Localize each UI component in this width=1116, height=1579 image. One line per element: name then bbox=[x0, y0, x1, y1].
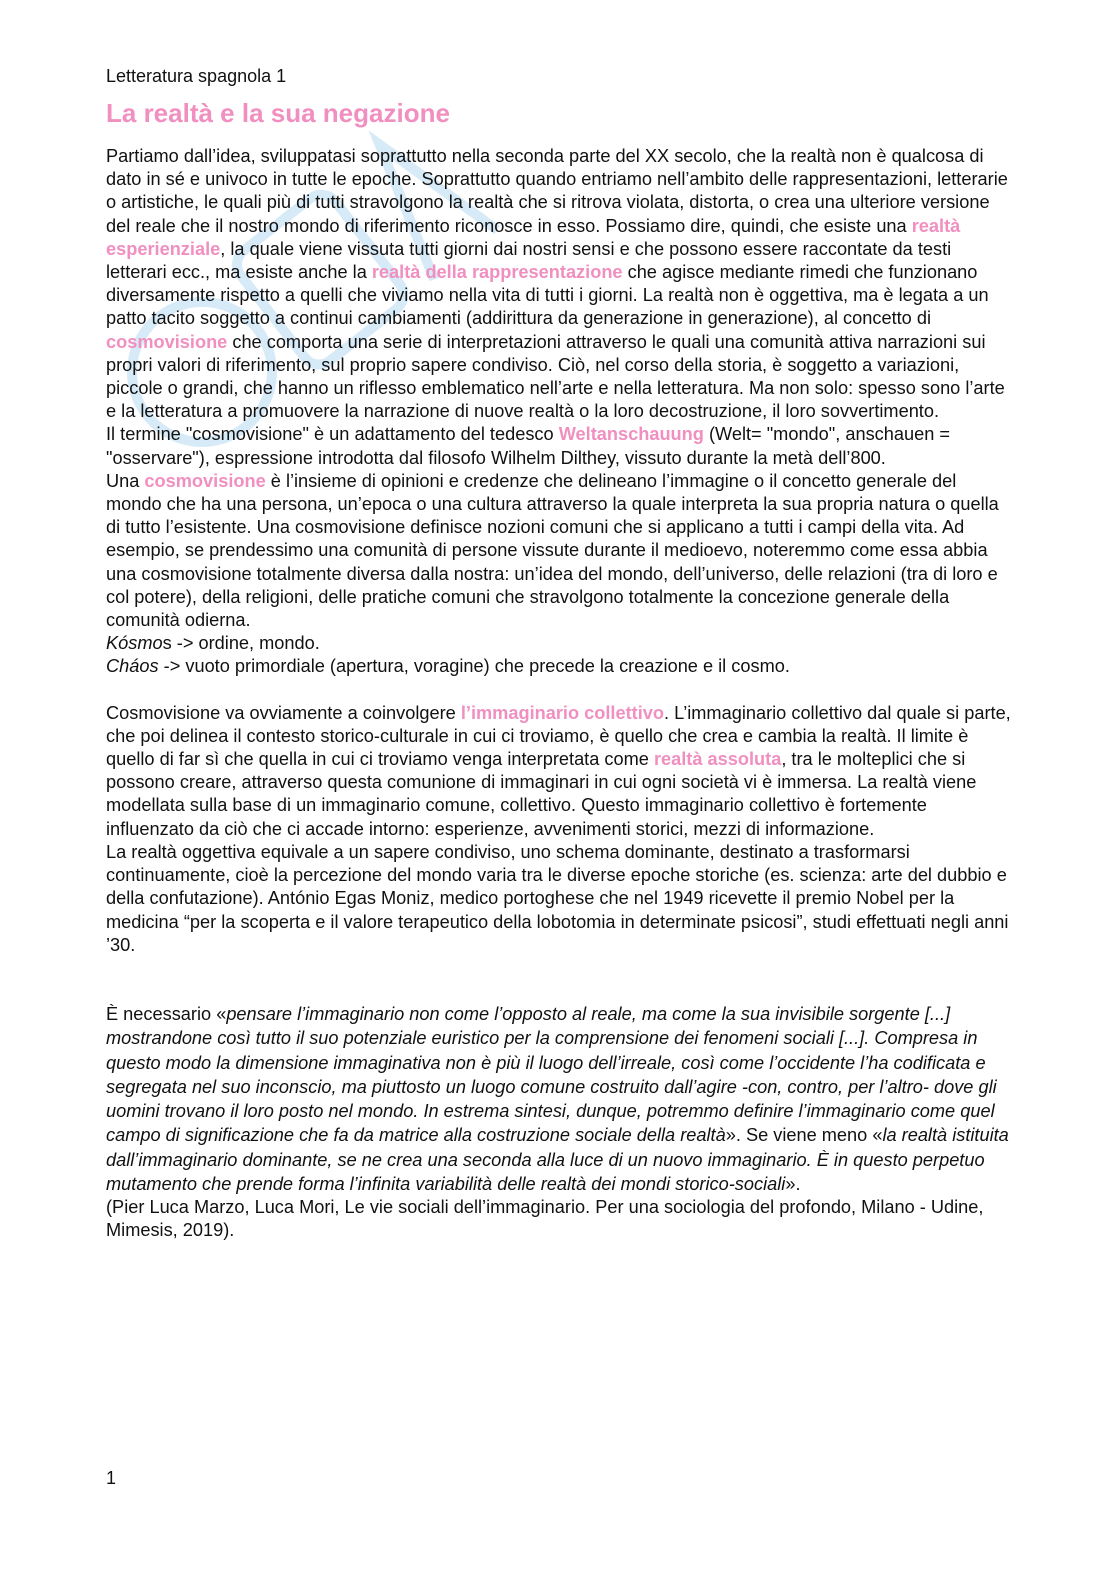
text-run: Una bbox=[106, 470, 145, 491]
text-run: È necessario « bbox=[106, 1003, 227, 1024]
text-run: che agisce mediante rimedi che funzionano diversamente rispetto a quelli che viviamo nella vita di tutti i giorni. La realtà non è oggettiva, ma è legata a un patto tacito soggetto a continui cambiamenti (addirittura da generazione in generazione), al concetto di bbox=[106, 262, 989, 329]
quote-block bbox=[106, 1002, 1011, 1196]
text-run: , la quale viene vissuta tutti giorni dai nostri sensi e che possono essere raccontate da testi letterari ecc., ma esiste anche la bbox=[106, 238, 952, 283]
highlight-term: realtà esperienziale bbox=[106, 215, 961, 259]
text-run: ». Se viene meno « bbox=[725, 1125, 883, 1146]
paragraph-realta-oggettiva: La realtà oggettiva equivale a un sapere condiviso, uno schema dominante, destinato a trasformarsi continuamente, cioè la percezione del mondo varia tra le diverse epoche storiche (es. scienza: arte del dubbio e della confutazione). António Egas Moniz, medico portoghese che nel 1949 ricevette il premio Nobel per la medicina “per la scoperta e il valore terapeutico della lobotomia in determinate psicosi”, studi effettuati negli anni ’30. bbox=[106, 841, 1009, 955]
highlight-term: cosmovisione bbox=[106, 331, 228, 352]
paragraph-cosmovisione bbox=[106, 470, 1011, 632]
text-run: (Welt= "mondo", anschauen = "osservare"), espressione introdotta dal filosofo Wilhelm Dilthey, vissuto durante la metà dell’800. bbox=[106, 424, 951, 468]
spacer bbox=[106, 957, 1011, 1002]
paragraph-weltanschauung bbox=[106, 423, 1011, 469]
highlight-term: cosmovisione bbox=[144, 470, 266, 491]
text-run: è l’insieme di opinioni e credenze che delineano l’immagine o il concetto generale del mondo che ha una persona, un’epoca o una cultura attraverso la quale interpreta la sua propria natura o quella di tutto l’esistente. Una cosmovisione definisce nozioni comuni che si applicano a tutti i campi della vita. Ad esempio, se prendessimo una comunità di persone vissute durante il medioevo, noteremmo come essa abbia una cosmovisione totalmente diversa dalla nostra: un’idea del mondo, dell’universo, delle relazioni (tra di loro e col potere), della religioni, delle pratiche comuni che stravolgono totalmente la concezione generale della comunità odierna. bbox=[106, 470, 999, 631]
term-kosmos: Kósmo bbox=[106, 633, 163, 654]
text-run: s bbox=[162, 633, 172, 654]
text-run: che comporta una serie di interpretazioni attraverso le quali una comunità attiva narrazioni sui propri valori di riferimento, sul proprio sapere condiviso. Ciò, nel corso della storia, è soggetto a variazioni, piccole o grandi, che hanno un riflesso emblematico nell’arte e nella letteratura. Ma non solo: spesso sono l’arte e la letteratura a promuovere la narrazione di nuove realtà o la loro decostruzione, il loro sovvertimento. bbox=[106, 331, 1005, 422]
spacer bbox=[106, 679, 1011, 702]
text-run: Il termine "cosmovisione" è un adattamento del tedesco bbox=[106, 424, 559, 445]
document-header: Letteratura spagnola 1 bbox=[106, 66, 287, 86]
page-number: 1 bbox=[106, 1468, 117, 1488]
paragraph-immaginario bbox=[106, 702, 1011, 841]
text-run: , tra le molteplici che si possono creare, attraverso questa comunione di immaginari in cui ogni società vi è immersa. La realtà viene modellata sulla base di un immaginario comune, collettivo. Questo immaginario collettivo è fortemente influenzato da ciò che ci accade intorno: esperienze, avvenimenti storici, mezzi di informazione. bbox=[106, 749, 977, 839]
definition-chaos bbox=[106, 655, 1011, 678]
highlight-term: realtà della rappresentazione bbox=[371, 262, 623, 283]
term-chaos: Cháos bbox=[106, 656, 159, 677]
paragraph-intro bbox=[106, 145, 1011, 423]
definition-kosmos bbox=[106, 632, 1011, 655]
definition-text: -> vuoto primordiale (apertura, voragine) che precede la creazione e il cosmo. bbox=[158, 656, 790, 677]
highlight-term: realtà assoluta bbox=[653, 749, 782, 770]
citation: (Pier Luca Marzo, Luca Mori, Le vie sociali dell’immaginario. Per una sociologia del profondo, Milano - Udine, Mimesis, 2019). bbox=[106, 1197, 984, 1241]
highlight-term: Weltanschauung bbox=[558, 424, 704, 445]
quote-italic: pensare l’immaginario non come l’opposto al reale, ma come la sua invisibile sorgente [...] mostrandone così tutto il suo potenziale euristico per la comprensione dei fenomeni sociali [...]. Compresa in questo modo la dimensione immaginativa non è più il luogo dell’irreale, così come l’occidente l’ha codificata e segregata nel suo inconscio, ma piuttosto un luogo comune costruito dall’agire -con, contro, per l’altro- dove gli uomini trovano il loro posto nel mondo. In estrema sintesi, dunque, potremmo definire l’immaginario come quel campo di significazione che fa da matrice alla costruzione sociale della realtà bbox=[106, 1003, 997, 1146]
text-run: Cosmovisione va ovviamente a coinvolgere bbox=[106, 702, 461, 723]
document-page bbox=[106, 64, 1011, 1243]
definition-text: -> ordine, mondo. bbox=[171, 633, 320, 654]
page-title: La realtà e la sua negazione bbox=[106, 98, 450, 128]
highlight-term: l’immaginario collettivo bbox=[460, 702, 664, 723]
quote-italic: la realtà istituita dall’immaginario dominante, se ne crea una seconda alla luce di un nuovo immaginario. È in questo perpetuo mutamento che prende forma l’infinita variabilità delle realtà dei mondi storico-sociali bbox=[106, 1125, 1009, 1194]
text-run: . L’immaginario collettivo dal quale si parte, che poi delinea il contesto storico-culturale in cui ci troviamo, è quello che crea e cambia la realtà. Il limite è quello di far sì che quella in cui ci troviamo venga interpretata come bbox=[106, 702, 1011, 770]
text-run: Partiamo dall’idea, sviluppatasi soprattutto nella seconda parte del XX secolo, che la realtà non è qualcosa di dato in sé e univoco in tutte le epoche. Soprattutto quando entriamo nell’ambito delle rappresentazioni, letterarie o artistiche, le quali più di tutti stravolgono la realtà che si ritrova violata, distorta, o crea una ulteriore versione del reale che il nostro mondo di riferimento riconosce in esso. Possiamo dire, quindi, che esiste una bbox=[106, 146, 1008, 236]
text-run: ». bbox=[785, 1173, 801, 1194]
